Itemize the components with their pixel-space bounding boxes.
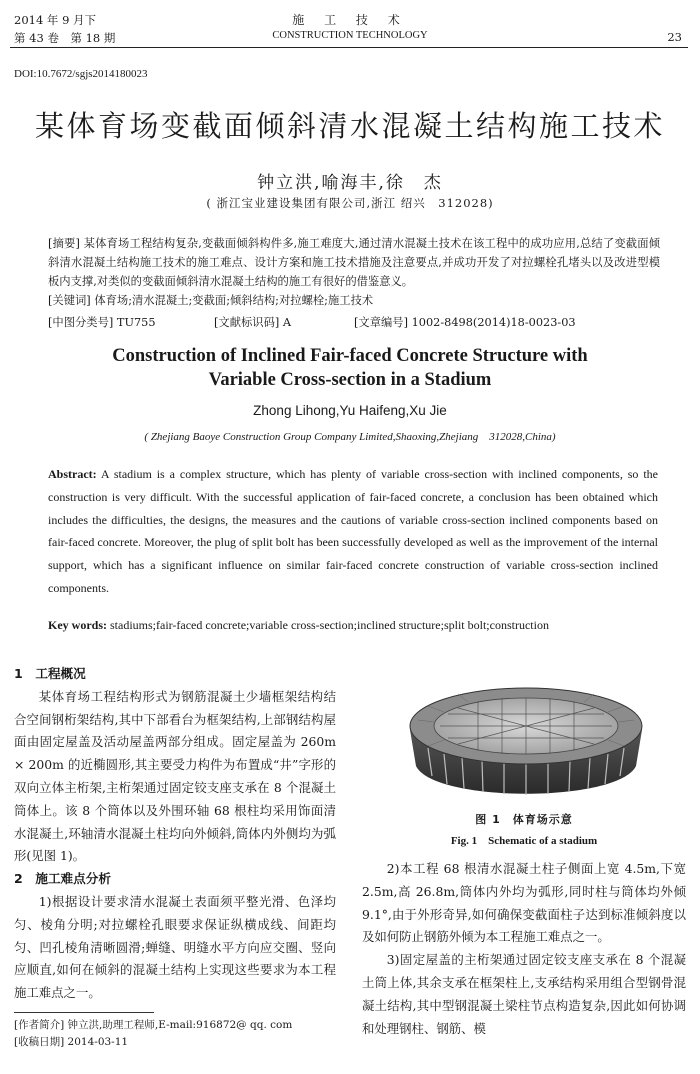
figure-caption-cn: 图 1 体育场示意	[475, 813, 573, 826]
document-code-value: A	[282, 316, 292, 329]
article-number	[354, 314, 576, 330]
keywords-en	[48, 618, 660, 633]
document-code-label: [文献标识码]	[214, 316, 280, 329]
header-volume: 第 43 卷 第 18 期	[14, 31, 116, 45]
section2-paragraph-3: 3)固定屋盖的主桁架通过固定铰支座支承在 8 个混凝土筒上体,其余支承在框架柱上,支承结构采用组合型钢骨混凝土结构,其中型钢混凝土梁柱节点构造复杂,因此如何协调和处理钢柱、钢筋、模	[362, 952, 686, 1036]
footnote-rule	[14, 1012, 154, 1013]
article-number-value: 1002-8498(2014)18-0023-03	[411, 316, 576, 329]
footnote-author-text: 钟立洪,助理工程师,E-mail:916872@ qq. com	[67, 1019, 293, 1031]
affiliation-cn: ( 浙江宝业建设集团有限公司,浙江 绍兴 312028)	[206, 196, 494, 210]
footnote-received-text: 2014-03-11	[67, 1036, 129, 1048]
keywords-en-text: stadiums;fair-faced concrete;variable cross-section;inclined structure;split bolt;construction	[110, 618, 549, 632]
footnote-received-label: [收稿日期]	[14, 1036, 65, 1048]
header-rule	[10, 47, 688, 48]
clc-code	[48, 314, 156, 330]
section1-paragraph: 某体育场工程结构形式为钢筋混凝土少墙框架结构结合空间钢桁架结构,其中下部看台为框架结构,上部钢结构屋面由固定屋盖及活动屋盖两部分组成。固定屋盖为 260m × 200m 的近椭圆形,其主要受力构件为布置成“井”字形的双向立体主桁架,主桁架通过固定铰支座支承在 8 个混凝土筒体上。该 8 个筒体以及外围环轴 68 根柱均采用饰面清水混凝土,环轴清水混凝土柱均向外倾斜,筒体内外侧均为弧形(见图 1)。	[14, 688, 336, 864]
header-date: 2014 年 9 月下	[14, 13, 97, 27]
abstract-cn	[48, 234, 660, 291]
body-right-column	[362, 858, 686, 1040]
abstract-cn-label: [摘要]	[48, 237, 80, 250]
footnote-author	[14, 1017, 292, 1032]
section2-heading: 2 施工难点分析	[14, 871, 111, 887]
abstract-en-text: A stadium is a complex structure, which has plenty of variable cross-section with inclined components, so the construction is very difficult. With the successful application of fair-faced concrete, a conclusion has been obtained which includes the difficulties, the designs, the measures and the cautions of variable cross-section inclined components based on fair-faced concrete. Moreover, the plug of split bolt has been successfully developed as well as the improvement of the internal support, which has a significant influence on similar fair-faced concrete construction of variable cross-section inclined components.	[48, 467, 658, 595]
footnote-received	[14, 1034, 128, 1049]
authors-cn: 钟立洪,喻海丰,徐 杰	[257, 173, 443, 193]
keywords-en-label: Key words:	[48, 618, 107, 632]
footnote-author-label: [作者简介]	[14, 1019, 65, 1031]
keywords-cn-label: [关键词]	[48, 294, 91, 307]
header-journal-cn: 施 工 技 术	[292, 13, 408, 27]
keywords-cn	[48, 292, 660, 308]
section1-heading: 1 工程概况	[14, 666, 86, 681]
document-code	[214, 314, 291, 330]
section2-paragraph-1: 1)根据设计要求清水混凝土表面须平整光滑、色泽均匀、棱角分明;对拉螺栓孔眼要求保证纵横成线、间距均匀、凹孔棱角清晰圆滑;蝉缝、明缝水平方向应交圈、竖向应顺直,如何在倾斜的混凝土结构上实现这些要求为本工程施工难点之一。	[14, 893, 336, 1001]
stadium-illustration	[398, 668, 654, 808]
doi[interactable]: DOI:10.7672/sgjs2014180023	[14, 68, 148, 80]
clc-value: TU755	[116, 316, 156, 329]
figure-caption-en: Fig. 1 Schematic of a stadium	[450, 835, 598, 847]
header-page-number: 23	[667, 30, 682, 44]
abstract-en-label: Abstract:	[48, 467, 97, 481]
body-left-column	[14, 663, 336, 1005]
stadium-figure	[398, 668, 654, 808]
clc-label: [中图分类号]	[48, 316, 114, 329]
section2-paragraph-2: 2)本工程 68 根清水混凝土柱子侧面上宽 4.5m,下宽 2.5m,高 26.8m,筒体内外均为弧形,同时柱与筒体均外倾 9.1°,由于外形奇异,如何确保变截面柱子达到标准倾斜度以及如何防止钢筋外倾为本工程施工难点之一。	[362, 861, 686, 945]
title-en	[0, 344, 700, 392]
title-en-line1: Construction of Inclined Fair-faced Concrete Structure with	[112, 346, 588, 366]
abstract-en	[48, 463, 658, 600]
authors-en: Zhong Lihong,Yu Haifeng,Xu Jie	[253, 403, 447, 418]
keywords-cn-text: 体育场;清水混凝土;变截面;倾斜结构;对拉螺栓;施工技术	[94, 294, 374, 307]
title-en-line2: Variable Cross-section in a Stadium	[208, 370, 492, 390]
article-number-label: [文章编号]	[354, 316, 409, 329]
abstract-cn-text: 某体育场工程结构复杂,变截面倾斜构件多,施工难度大,通过清水混凝土技术在该工程中的成功应用,总结了变截面倾斜清水混凝土结构施工技术的施工难点、设计方案和施工技术措施及注意要点,并成功开发了对拉螺栓孔堵头以及改进型模板内支撑,对类似的变截面倾斜清水混凝土结构的施工有很好的借鉴意义。	[48, 237, 661, 288]
affiliation-en: ( Zhejiang Baoye Construction Group Company Limited,Shaoxing,Zhejiang 312028,China)	[144, 431, 556, 443]
header-journal-en: CONSTRUCTION TECHNOLOGY	[272, 30, 428, 41]
title-cn: 某体育场变截面倾斜清水混凝土结构施工技术	[34, 109, 665, 143]
